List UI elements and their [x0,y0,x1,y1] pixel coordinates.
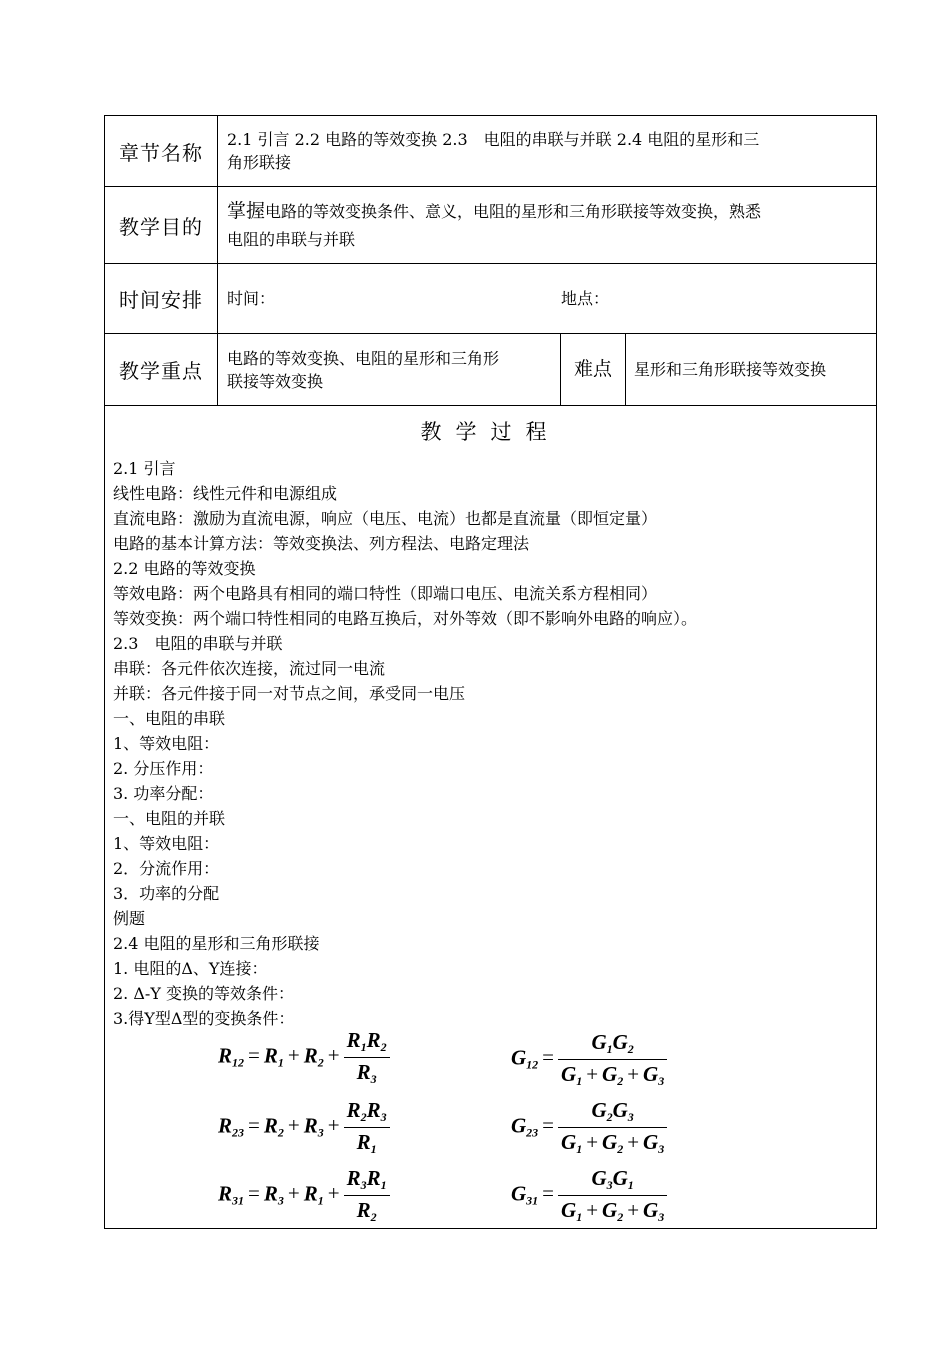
chapter-value [227,116,868,186]
schedule-row [105,264,876,334]
process-line: 2.1 引言 [113,459,176,478]
process-line: 串联：各元件依次连接，流过同一电流 [113,659,386,678]
formula-r12: $R_{12} = R_1 + R_2$ + $\frac{R_1R_2}{R_3}$ [218,1028,390,1087]
process-line: 3. 功率分配： [113,784,214,803]
process-line: 例题 [113,909,146,928]
chapter-value-line1: 2.1 引言 2.2 电路的等效变换 2.3 电阻的串联与并联 2.4 电阻的星形和三 [227,130,760,149]
process-line: 线性电路：线性元件和电源组成 [113,484,338,503]
formula-g12: $G_{12}$ = $\frac{G_1G_2}{G_1 + G_2 + G_3}$ [511,1030,667,1089]
process-line: 等效电路：两个电路具有相同的端口特性（即端口电压、电流关系方程相同） [113,584,658,603]
process-line: 2.2 电路的等效变换 [113,559,256,578]
schedule-label: 时间安排 [105,264,218,333]
difficulty-divider [625,334,626,405]
process-title: 教学过程 [420,420,561,444]
process-content [113,456,863,1031]
process-line: 2. Δ-Y 变换的等效条件： [113,984,294,1003]
objective-value [227,187,868,263]
objective-label: 教学目的 [105,187,218,263]
formula-g31: $G_{31}$ = $\frac{G_3G_1}{G_1 + G_2 + G_3}$ [511,1166,667,1225]
difficulty-value: 星形和三角形联接等效变换 [634,360,827,379]
time-label: 时间： [227,289,276,308]
chapter-label: 章节名称 [105,116,218,186]
process-line: 2. 分压作用： [113,759,214,778]
process-line: 2．分流作用： [113,859,220,878]
formula-r23: $R_{23} = R_2 + R_3$ + $\frac{R_2R_3}{R_1}$ [218,1098,390,1157]
objective-line2: 电阻的串联与并联 [227,229,356,249]
process-line: 3.得Y型Δ型的变换条件： [113,1009,295,1028]
process-line: 1. 电阻的Δ、Y连接： [113,959,268,978]
process-line: 并联：各元件接于同一对节点之间，承受同一电压 [113,684,466,703]
process-line: 等效变换：两个端口特性相同的电路互换后，对外等效（即不影响外电路的响应）。 [113,609,698,628]
process-line: 3．功率的分配 [113,884,220,903]
process-line: 1、等效电阻： [113,834,220,853]
focus-value-line2: 联接等效变换 [227,371,324,391]
process-line: 一、电阻的并联 [113,809,226,828]
focus-row [105,334,876,406]
process-line: 一、电阻的串联 [113,709,226,728]
process-line: 1、等效电阻： [113,734,220,753]
objective-row [105,187,876,264]
focus-value [227,334,557,405]
formula-g23: $G_{23}$ = $\frac{G_2G_3}{G_1 + G_2 + G_3}$ [511,1098,667,1157]
process-line: 2.3 电阻的串联与并联 [113,634,283,653]
formula-r31: $R_{31} = R_3 + R_1$ + $\frac{R_3R_1}{R_2}$ [218,1166,390,1225]
process-line: 电路的基本计算方法：等效变换法、列方程法、电路定理法 [113,534,530,553]
objective-line1: 电路的等效变换条件、意义，电阻的星形和三角形联接等效变换，熟悉 [265,201,762,221]
difficulty-label: 难点 [573,358,612,380]
process-line: 直流电路：激励为直流电源，响应（电压、电流）也都是直流量（即恒定量） [113,509,658,528]
focus-value-line1: 电路的等效变换、电阻的星形和三角形 [227,348,500,368]
lesson-plan-table [104,115,877,1229]
place-label: 地点： [561,289,610,308]
process-line: 2.4 电阻的星形和三角形联接 [113,934,320,953]
chapter-value-line2: 角形联接 [227,153,292,172]
chapter-row [105,116,876,187]
focus-label: 教学重点 [105,334,218,405]
objective-prefix: 掌握 [227,199,266,222]
